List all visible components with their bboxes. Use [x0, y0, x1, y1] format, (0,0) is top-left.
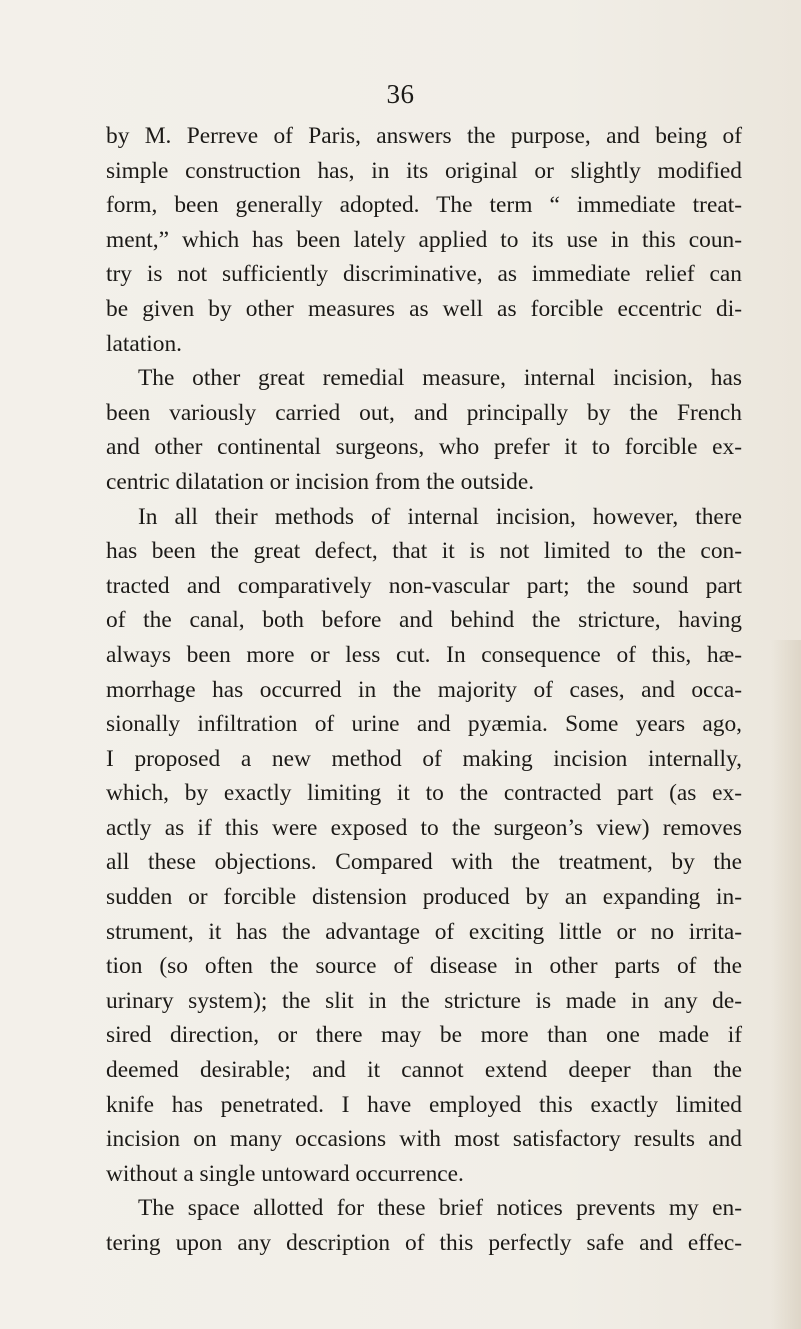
- body-text: [106, 119, 742, 1261]
- text-line: sudden or forcible distension produced by an expanding in-: [106, 884, 742, 911]
- text-line: without a single untoward occurrence.: [106, 1160, 464, 1187]
- text-line: tering upon any description of this perfectly safe and effec-: [106, 1230, 742, 1256]
- text-line: ment,” which has been lately applied to its use in this coun-: [106, 226, 742, 253]
- text-line: always been more or less cut. In consequence of this, hæ-: [106, 641, 742, 668]
- text-line: morrhage has occurred in the majority of cases, and occa-: [106, 676, 742, 703]
- text-line: In all their methods of internal incision, however, there: [138, 503, 742, 530]
- text-line: actly as if this were exposed to the surgeon’s view) removes: [106, 814, 742, 841]
- text-line: strument, it has the advantage of exciting little or no irrita-: [106, 918, 742, 945]
- text-line: has been the great defect, that it is not limited to the con-: [106, 538, 742, 565]
- text-line: centric dilatation or incision from the outside.: [106, 468, 535, 495]
- text-line: The other great remedial measure, internal incision, has: [138, 365, 742, 392]
- page-number: 36: [386, 79, 415, 109]
- text-line: simple construction has, in its original or slightly modified: [106, 157, 742, 184]
- text-line: try is not sufficiently discriminative, as immediate relief can: [106, 261, 742, 288]
- page-edge-shadow: [771, 640, 801, 1329]
- text-line: sionally infiltration of urine and pyæmia. Some years ago,: [106, 711, 742, 738]
- text-line: deemed desirable; and it cannot extend deeper than the: [106, 1057, 742, 1084]
- text-line: all these objections. Compared with the treatment, by the: [106, 849, 742, 876]
- text-line: and other continental surgeons, who prefer it to forcible ex-: [106, 434, 742, 461]
- text-line: incision on many occasions with most satisfactory results and: [106, 1126, 742, 1153]
- text-line: The space allotted for these brief notices prevents my en-: [138, 1195, 742, 1222]
- text-line: of the canal, both before and behind the stricture, having: [106, 607, 742, 634]
- text-line: tracted and comparatively non-vascular part; the sound part: [106, 572, 742, 599]
- text-line: been variously carried out, and principally by the French: [106, 399, 742, 426]
- text-line: sired direction, or there may be more than one made if: [106, 1022, 742, 1049]
- text-line: form, been generally adopted. The term “ immediate treat-: [106, 192, 742, 219]
- text-line: by M. Perreve of Paris, answers the purpose, and being of: [106, 123, 742, 149]
- text-line: urinary system); the slit in the stricture is made in any de-: [106, 987, 742, 1014]
- text-line: which, by exactly limiting it to the contracted part (as ex-: [106, 780, 742, 807]
- text-line: knife has penetrated. I have employed this exactly limited: [106, 1091, 742, 1118]
- text-line: latation.: [106, 330, 182, 357]
- text-line: be given by other measures as well as forcible eccentric di-: [106, 295, 742, 322]
- text-line: I proposed a new method of making incision internally,: [106, 745, 742, 772]
- text-line: tion (so often the source of disease in other parts of the: [106, 953, 742, 980]
